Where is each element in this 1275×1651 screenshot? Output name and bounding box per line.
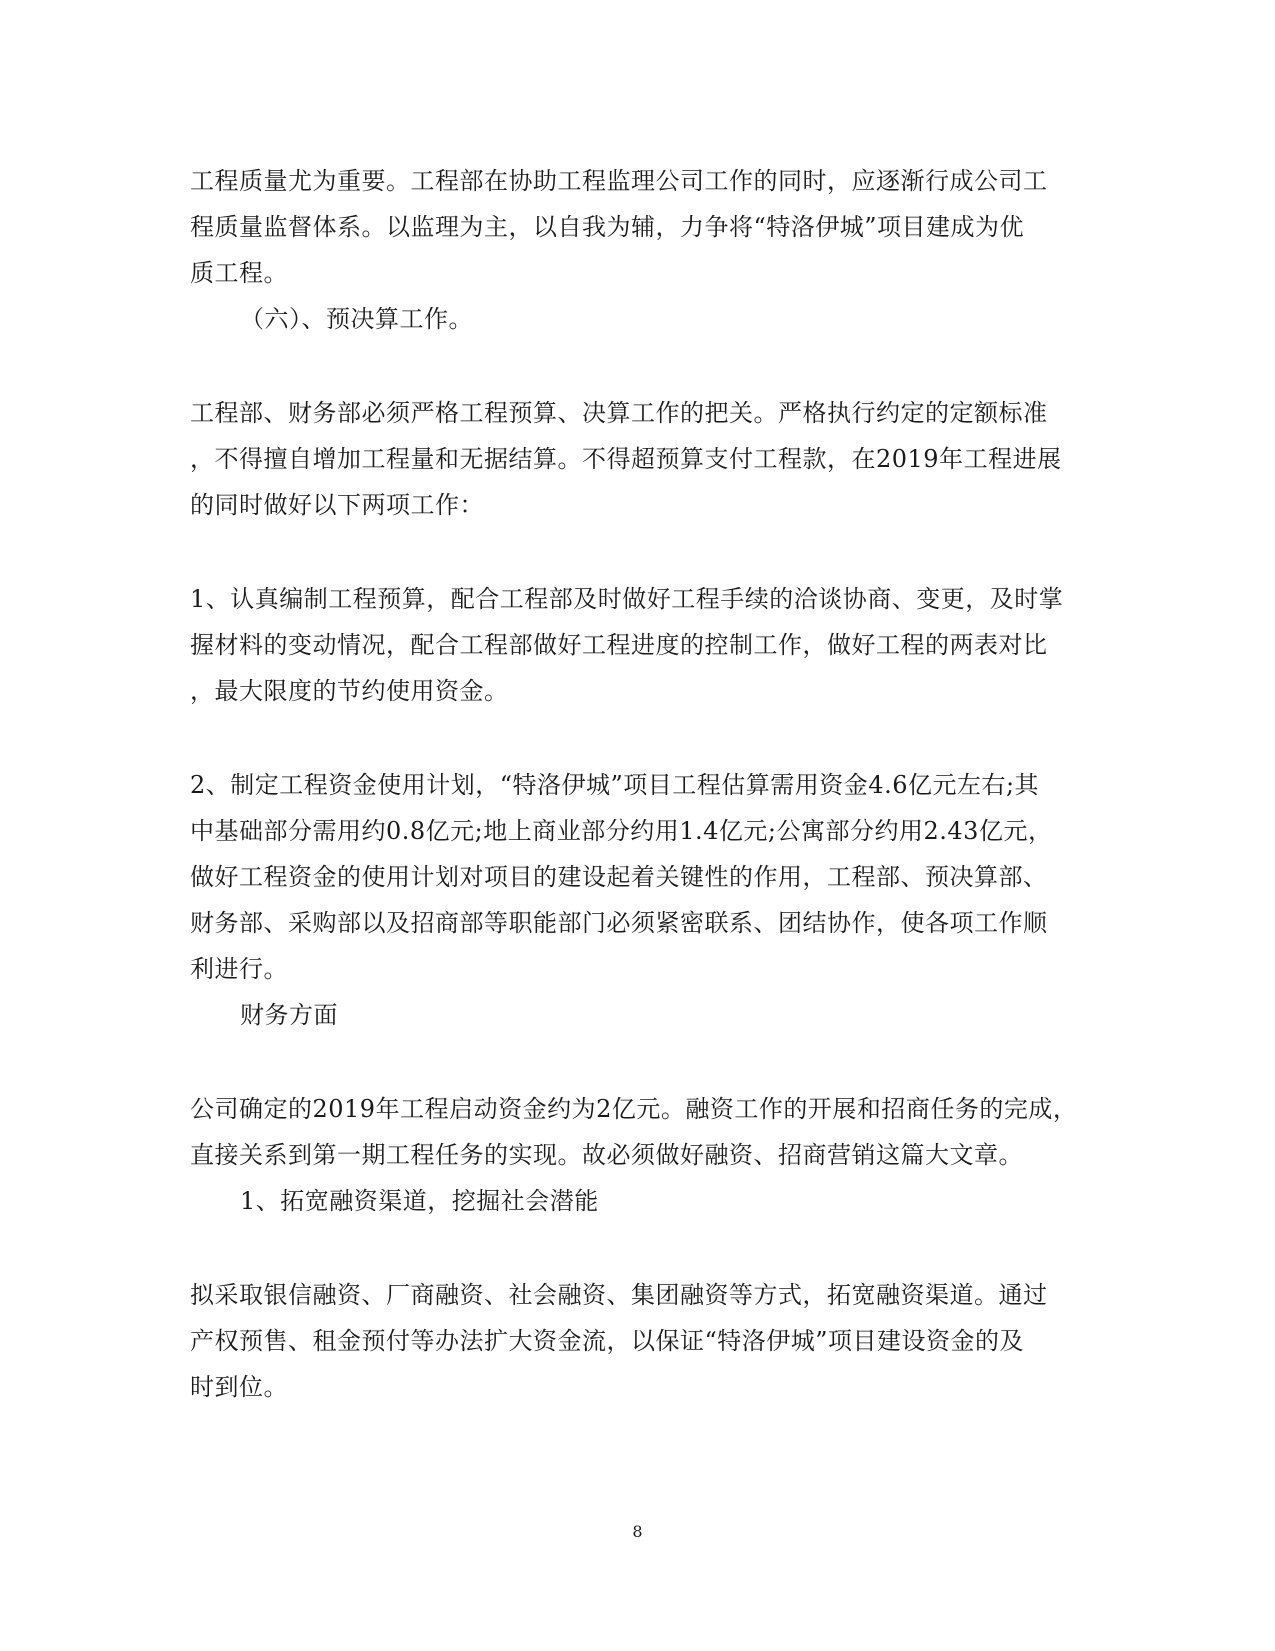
paragraph-4-line-4: 利进行。 [190, 955, 288, 983]
page-number: 8 [632, 1522, 643, 1541]
paragraph-3-line-1: 握材料的变动情况，配合工程部做好工程进度的控制工作，做好工程的两表对比 [190, 631, 1048, 659]
paragraph-2-line-2: 的同时做好以下两项工作： [190, 491, 484, 519]
paragraph-2-line-0: 工程部、财务部必须严格工程预算、决算工作的把关。严格执行约定的定额标准 [190, 399, 1048, 427]
paragraph-6-line-1: 直接关系到第一期工程任务的实现。故必须做好融资、招商营销这篇大文章。 [190, 1141, 1023, 1169]
paragraph-4-line-0: 2、制定工程资金使用计划，“特洛伊城”项目工程估算需用资金4.6亿元左右;其 [190, 771, 1040, 799]
paragraph-4-line-1: 中基础部分需用约0.8亿元;地上商业部分约用1.4亿元;公寓部分约用2.43亿元， [190, 817, 1053, 845]
paragraph-0-line-0: 工程质量尤为重要。工程部在协助工程监理公司工作的同时，应逐渐行成公司工 [190, 167, 1048, 195]
section-heading-budget: （六）、预决算工作。 [240, 305, 473, 333]
section-heading-finance: 财务方面 [240, 1001, 338, 1029]
paragraph-4-line-3: 财务部、采购部以及招商部等职能部门必须紧密联系、团结协作，使各项工作顺 [190, 909, 1048, 937]
paragraph-6-line-0: 公司确定的2019年工程启动资金约为2亿元。融资工作的开展和招商任务的完成， [190, 1095, 1078, 1123]
paragraph-3-line-0: 1、认真编制工程预算，配合工程部及时做好工程手续的洽谈协商、变更，及时掌 [190, 585, 1064, 613]
paragraph-8-line-1: 产权预售、租金预付等办法扩大资金流，以保证“特洛伊城”项目建设资金的及 [190, 1327, 1025, 1355]
paragraph-8-line-0: 拟采取银信融资、厂商融资、社会融资、集团融资等方式，拓宽融资渠道。通过 [190, 1281, 1048, 1309]
paragraph-2-line-1: ，不得擅自增加工程量和无据结算。不得超预算支付工程款，在2019年工程进展 [190, 445, 1062, 473]
paragraph-0-line-2: 质工程。 [190, 259, 288, 287]
paragraph-0-line-1: 程质量监督体系。以监理为主，以自我为辅，力争将“特洛伊城”项目建成为优 [190, 213, 1025, 241]
paragraph-4-line-2: 做好工程资金的使用计划对项目的建设起着关键性的作用，工程部、预决算部、 [190, 863, 1048, 891]
paragraph-3-line-2: ，最大限度的节约使用资金。 [190, 677, 509, 705]
section-heading-financing-channels: 1、拓宽融资渠道，挖掘社会潜能 [240, 1187, 599, 1215]
paragraph-8-line-2: 时到位。 [190, 1373, 288, 1401]
